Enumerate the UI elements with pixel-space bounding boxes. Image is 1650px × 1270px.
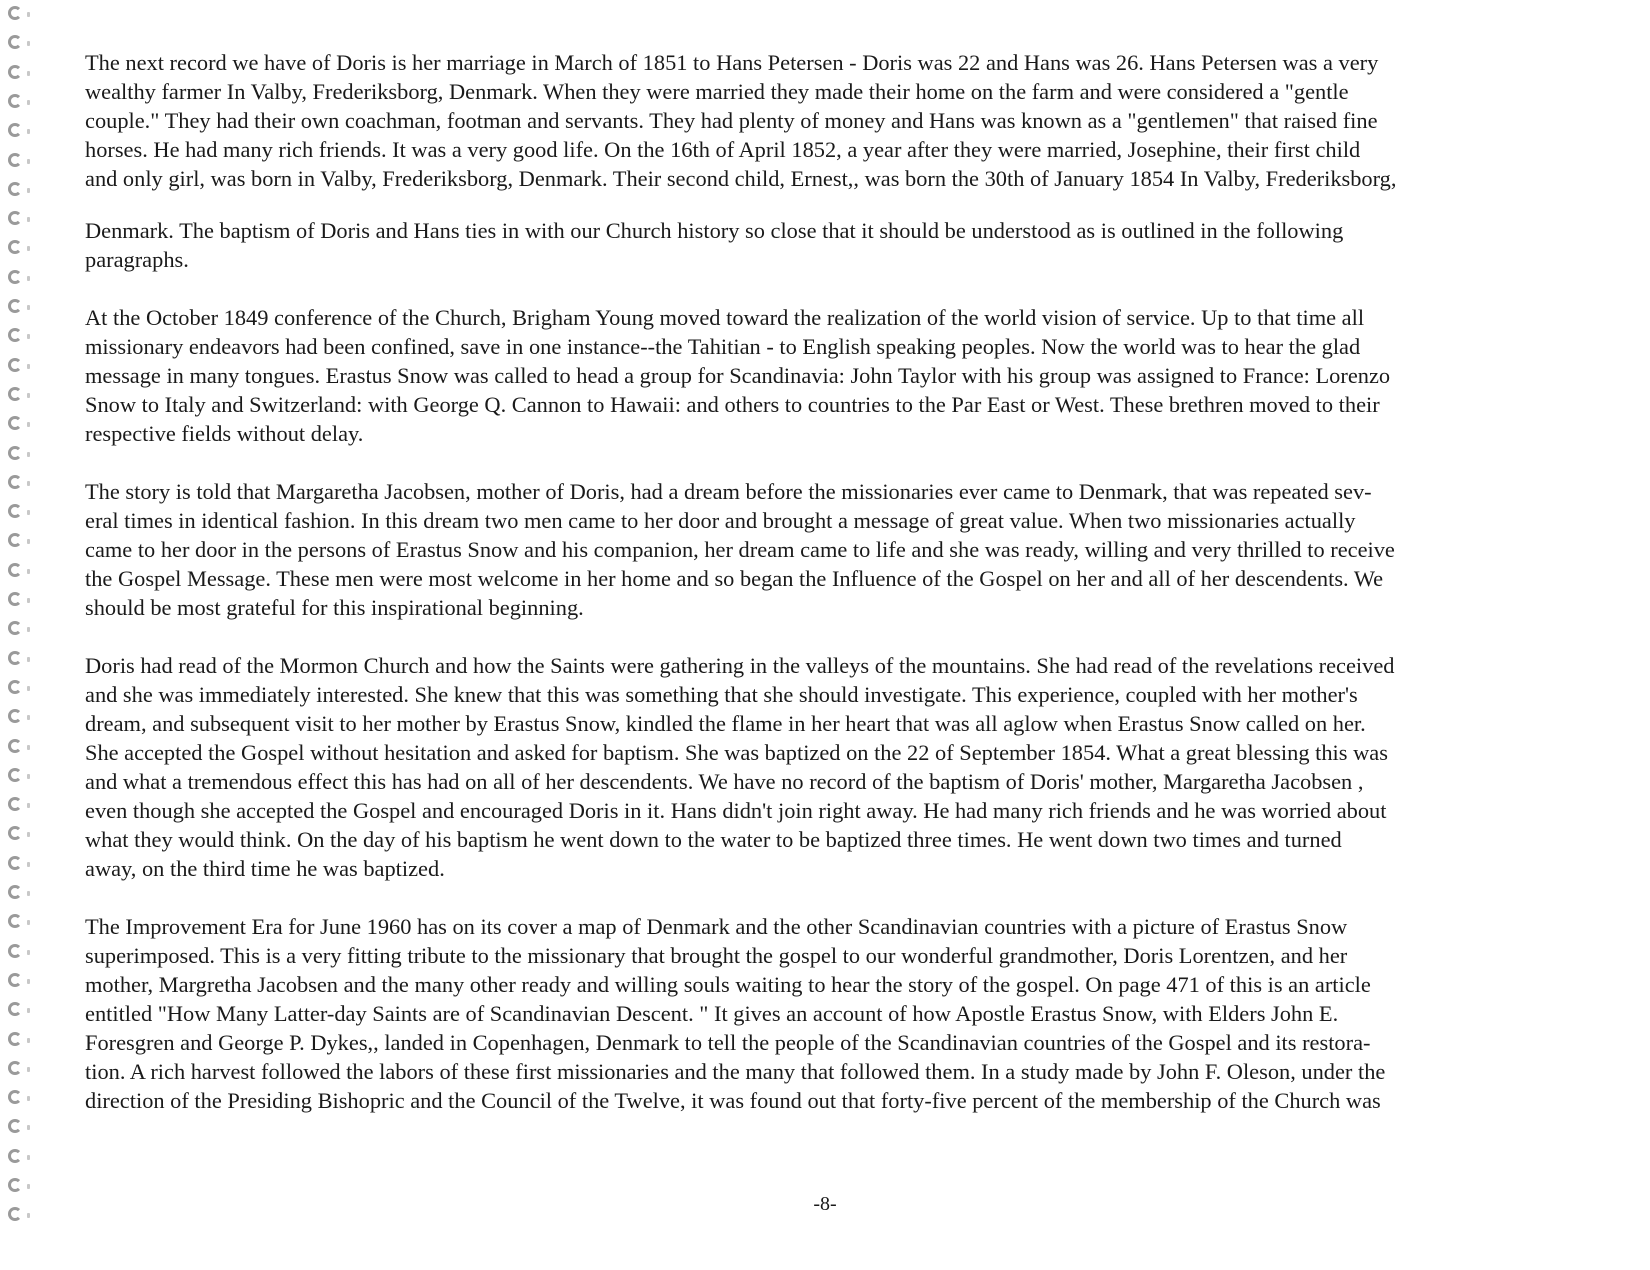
- text-line: The story is told that Margaretha Jacobsen, mother of Doris, had a dream before the missionaries ever came to Denmark, that was repeated sev-: [85, 479, 1372, 504]
- binding-ring: [8, 328, 22, 342]
- text-line: and what a tremendous effect this has had on all of her descendents. We have no record of the baptism of Doris' mother, Margaretha Jacobsen ,: [85, 769, 1364, 794]
- binding-ring: [8, 973, 22, 987]
- binding-ring: [8, 123, 22, 137]
- text-line: direction of the Presiding Bishopric and the Council of the Twelve, it was found out that forty-five percent of the membership of the Church was: [85, 1088, 1381, 1113]
- binding-ring: [8, 944, 22, 958]
- text-line: Denmark. The baptism of Doris and Hans ties in with our Church history so close that it should be understood as is outlined in the following: [85, 218, 1344, 243]
- binding-ring: [8, 1090, 22, 1104]
- text-line: She accepted the Gospel without hesitation and asked for baptism. She was baptized on the 22 of September 1854. What a great blessing this was: [85, 740, 1388, 765]
- binding-ring: [8, 211, 22, 225]
- binding-ring: [8, 1002, 22, 1016]
- text-line: and only girl, was born in Valby, Frederiksborg, Denmark. Their second child, Ernest,, was born the 30th of January 1854 In Valby, Frederiksborg,: [85, 166, 1397, 191]
- text-line: the Gospel Message. These men were most welcome in her home and so began the Influence of the Gospel on her and all of her descendents. We: [85, 566, 1384, 591]
- binding-ring: [8, 1061, 22, 1075]
- paragraph-conference: [85, 303, 1565, 448]
- text-line: even though she accepted the Gospel and encouraged Doris in it. Hans didn't join right away. He had many rich friends and he was worried about: [85, 798, 1387, 823]
- binding-ring: [8, 475, 22, 489]
- binding-ring: [8, 621, 22, 635]
- text-line: superimposed. This is a very fitting tribute to the missionary that brought the gospel to our wonderful grandmother, Doris Lorentzen, and her: [85, 943, 1348, 968]
- text-line: The next record we have of Doris is her marriage in March of 1851 to Hans Petersen - Doris was 22 and Hans was 26. Hans Petersen was a very: [85, 50, 1379, 75]
- binding-ring: [8, 65, 22, 79]
- text-line: tion. A rich harvest followed the labors of these first missionaries and the many that followed them. In a study made by John F. Oleson, under the: [85, 1059, 1386, 1084]
- text-line: respective fields without delay.: [85, 421, 364, 446]
- text-line: Doris had read of the Mormon Church and how the Saints were gathering in the valleys of the mountains. She had read of the revelations received: [85, 653, 1395, 678]
- binding-ring: [8, 651, 22, 665]
- text-line: eral times in identical fashion. In this dream two men came to her door and brought a message of great value. When two missionaries actually: [85, 508, 1356, 533]
- binding-ring: [8, 739, 22, 753]
- binding-ring: [8, 856, 22, 870]
- binding-ring: [8, 885, 22, 899]
- binding-ring: [8, 182, 22, 196]
- text-line: missionary endeavors had been confined, save in one instance--the Tahitian - to English speaking peoples. Now the world was to hear the glad: [85, 334, 1361, 359]
- paragraph-dream: [85, 477, 1565, 622]
- document-page: [85, 48, 1565, 1115]
- paragraph-marriage: [85, 48, 1565, 193]
- binding-ring: [8, 504, 22, 518]
- binding-ring: [8, 299, 22, 313]
- text-line: horses. He had many rich friends. It was a very good life. On the 16th of April 1852, a year after they were married, Josephine, their first child: [85, 137, 1361, 162]
- binding-ring: [8, 270, 22, 284]
- binding-ring: [8, 6, 22, 20]
- binding-ring: [8, 153, 22, 167]
- binding-ring: [8, 533, 22, 547]
- binding-ring: [8, 826, 22, 840]
- paragraph-improvement-era: [85, 912, 1565, 1115]
- binding-ring: [8, 768, 22, 782]
- text-line: came to her door in the persons of Erastus Snow and his companion, her dream came to life and she was ready, willing and very thrilled to receive: [85, 537, 1395, 562]
- spiral-binding: [0, 0, 40, 1270]
- text-line: wealthy farmer In Valby, Frederiksborg, Denmark. When they were married they made their home on the farm and were considered a "gentle: [85, 79, 1349, 104]
- text-line: what they would think. On the day of his baptism he went down to the water to be baptized three times. He went down two times and turned: [85, 827, 1342, 852]
- text-line: At the October 1849 conference of the Church, Brigham Young moved toward the realization of the world vision of service. Up to that time all: [85, 305, 1365, 330]
- text-line: couple." They had their own coachman, footman and servants. They had plenty of money and Hans was known as a "gentlemen" that raised fine: [85, 108, 1378, 133]
- binding-ring: [8, 563, 22, 577]
- binding-ring: [8, 709, 22, 723]
- text-line: message in many tongues. Erastus Snow was called to head a group for Scandinavia: John Taylor with his group was assigned to France: Lorenzo: [85, 363, 1391, 388]
- binding-ring: [8, 446, 22, 460]
- text-line: away, on the third time he was baptized.: [85, 856, 445, 881]
- binding-ring: [8, 358, 22, 372]
- binding-ring: [8, 240, 22, 254]
- text-line: should be most grateful for this inspirational beginning.: [85, 595, 584, 620]
- text-line: entitled "How Many Latter-day Saints are of Scandinavian Descent. " It gives an account of how Apostle Erastus Snow, with Elders John E.: [85, 1001, 1339, 1026]
- text-line: mother, Margretha Jacobsen and the many other ready and willing souls waiting to hear the story of the gospel. On page 471 of this is an article: [85, 972, 1371, 997]
- binding-ring: [8, 1119, 22, 1133]
- binding-ring: [8, 1032, 22, 1046]
- binding-ring: [8, 1178, 22, 1192]
- binding-ring: [8, 387, 22, 401]
- text-line: Snow to Italy and Switzerland: with George Q. Cannon to Hawaii: and others to countries to the Par East or West. These brethren moved to their: [85, 392, 1380, 417]
- binding-ring: [8, 35, 22, 49]
- paragraph-doris-baptism: [85, 651, 1565, 883]
- binding-ring: [8, 94, 22, 108]
- text-line: and she was immediately interested. She knew that this was something that she should investigate. This experience, coupled with her mother's: [85, 682, 1358, 707]
- binding-ring: [8, 592, 22, 606]
- text-line: The Improvement Era for June 1960 has on its cover a map of Denmark and the other Scandinavian countries with a picture of Erastus Snow: [85, 914, 1348, 939]
- binding-ring: [8, 416, 22, 430]
- text-line: Foresgren and George P. Dykes,, landed in Copenhagen, Denmark to tell the people of the Scandinavian countries of the Gospel and its restora-: [85, 1030, 1371, 1055]
- binding-ring: [8, 1149, 22, 1163]
- text-line: dream, and subsequent visit to her mother by Erastus Snow, kindled the flame in her heart that was all aglow when Erastus Snow called on her.: [85, 711, 1366, 736]
- binding-ring: [8, 680, 22, 694]
- page-number: -8-: [813, 1193, 837, 1215]
- paragraph-baptism-intro: [85, 216, 1565, 274]
- binding-ring: [8, 797, 22, 811]
- binding-ring: [8, 914, 22, 928]
- text-line: paragraphs.: [85, 247, 189, 272]
